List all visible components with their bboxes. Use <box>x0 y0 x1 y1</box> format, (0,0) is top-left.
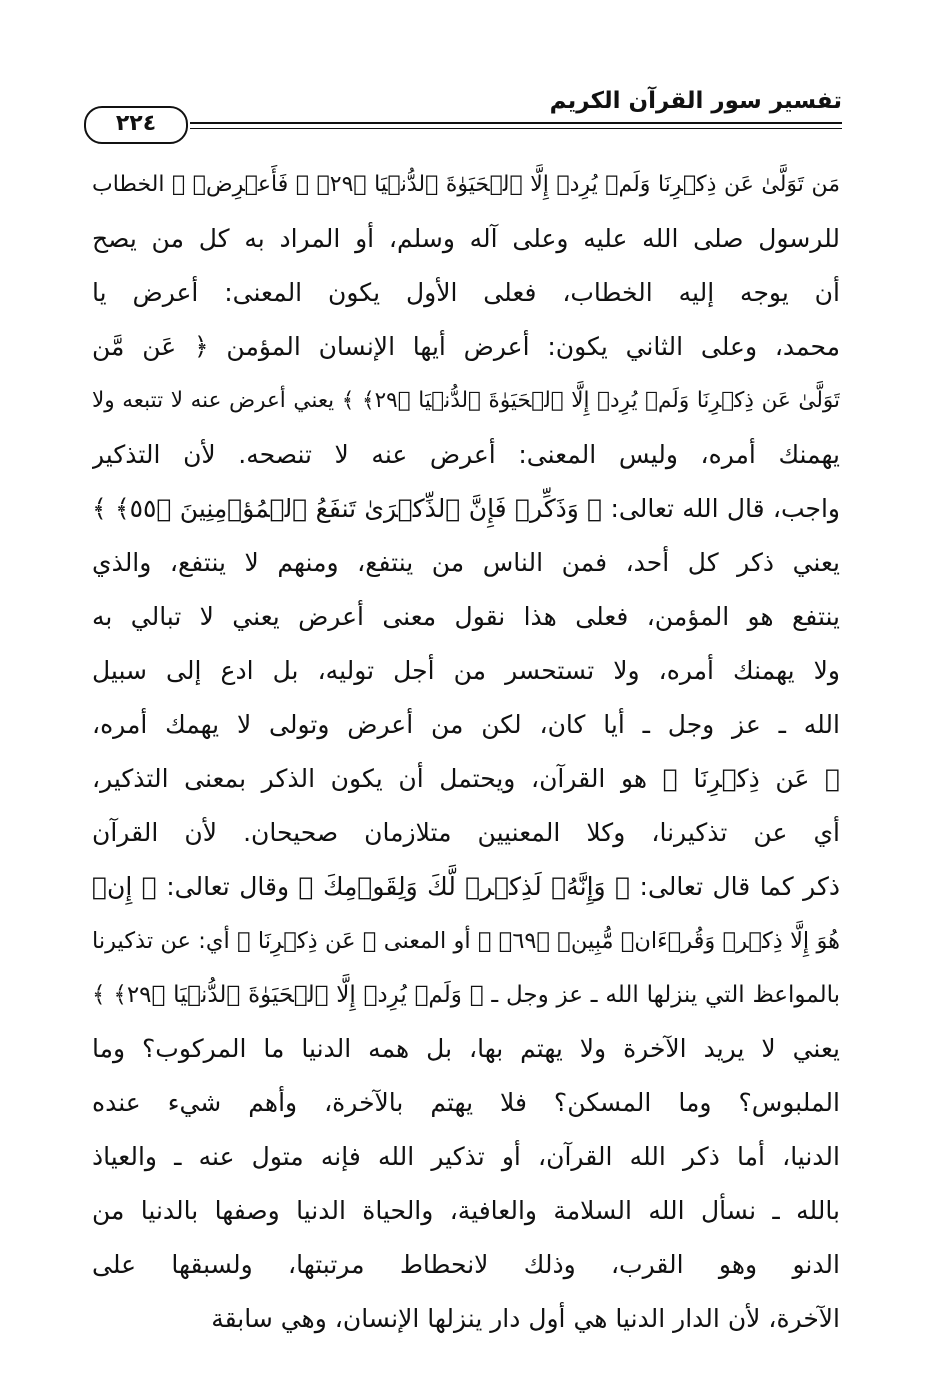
text-line: ذكر كما قال تعالى: ﴿ وَإِنَّهُۥ لَذِكۡرٞ لَّكَ وَلِقَوۡمِكَ ﴾ وقال تعالى: ﴿ إِنۡ <box>92 872 840 901</box>
text-line: أي عن تذكيرنا، وكلا المعنيين متلازمان صحيحان. لأن القرآن <box>92 818 840 847</box>
text-line: الملبوس؟ وما المسكن؟ فلا يهتم بالآخرة، وأهم شيء عنده <box>92 1088 840 1117</box>
text-line: ﴿ عَن ذِكۡرِنَا ﴾ هو القرآن، ويحتمل أن يكون الذكر بمعنى التذكير، <box>92 764 840 793</box>
text-line: محمد، وعلى الثاني يكون: أعرض أيها الإنسان المؤمن ﴿ عَن مَّن <box>92 332 840 361</box>
text-line: الدنيا، أما ذكر الله القرآن، أو تذكير الله فإنه متول عنه ـ والعياذ <box>92 1142 840 1171</box>
body-text <box>92 158 840 1346</box>
header-rule-thin <box>190 128 842 129</box>
text-line: يعني لا يريد الآخرة ولا يهتم بها، بل همه الدنيا ما المركوب؟ وما <box>92 1034 840 1063</box>
text-line: هُوَ إِلَّا ذِكۡرٞ وَقُرۡءَانٞ مُّبِينٞ ﴿٦٩﴾ ﴾ أو المعنى ﴿ عَن ذِكۡرِنَا ﴾ أي: عن تذكيرنا <box>92 928 840 954</box>
header-rule <box>190 122 842 124</box>
text-line: يعني ذكر كل أحد، فمن الناس من ينتفع، ومنهم لا ينتفع، والذي <box>92 548 840 577</box>
page-number: ٢٢٤ <box>84 106 188 144</box>
text-line: الآخرة، لأن الدار الدنيا هي أول دار ينزلها الإنسان، وهي سابقة <box>211 1304 840 1333</box>
text-line: بالمواعظ التي ينزلها الله ـ عز وجل ـ ﴿ وَلَمۡ يُرِدۡ إِلَّا ٱلۡحَيَوٰةَ ٱلدُّنۡيَا ﴿٢٩﴾ ﴾ <box>92 982 840 1008</box>
text-line: بالله ـ نسأل الله السلامة والعافية، والحياة الدنيا وصفها بالدنيا من <box>92 1196 840 1225</box>
text-line: الدنو وهو القرب، وذلك لانحطاط مرتبتها، ولسبقها على <box>92 1250 840 1279</box>
text-line: يهمنك أمره، وليس المعنى: أعرض عنه لا تنصحه. لأن التذكير <box>92 440 840 469</box>
text-line: تَوَلَّىٰ عَن ذِكۡرِنَا وَلَمۡ يُرِدۡ إِلَّا ٱلۡحَيَوٰةَ ٱلدُّنۡيَا ﴿٢٩﴾ ﴾ يعني أعرض عنه لا تتبعه ولا <box>92 388 840 413</box>
running-title: تفسير سور القرآن الكريم <box>549 88 842 114</box>
text-line: واجب، قال الله تعالى: ﴿ وَذَكِّرۡ فَإِنَّ ٱلذِّكۡرَىٰ تَنفَعُ ٱلۡمُؤۡمِنِينَ ﴿٥٥﴾ ﴾ <box>92 494 840 523</box>
text-line: أن يوجه إليه الخطاب، فعلى الأول يكون المعنى: أعرض يا <box>92 278 840 307</box>
text-line: الله ـ عز وجل ـ أيا كان، لكن من أعرض وتولى لا يهمك أمره، <box>92 710 840 739</box>
text-line: مَن تَوَلَّىٰ عَن ذِكۡرِنَا وَلَمۡ يُرِدۡ إِلَّا ٱلۡحَيَوٰةَ ٱلدُّنۡيَا ﴿٢٩﴾ ﴿ فَأَعۡرِضۡ ﴾ الخطاب <box>92 172 840 197</box>
text-line: ولا يهمنك أمره، ولا تستحسر من أجل توليه، بل ادع إلى سبيل <box>92 656 840 685</box>
text-line: للرسول صلى الله عليه وعلى آله وسلم، أو المراد به كل من يصح <box>92 224 840 253</box>
text-line: ينتفع هو المؤمن، فعلى هذا نقول معنى أعرض يعني لا تبالي به <box>92 602 840 631</box>
page-header <box>70 84 842 136</box>
